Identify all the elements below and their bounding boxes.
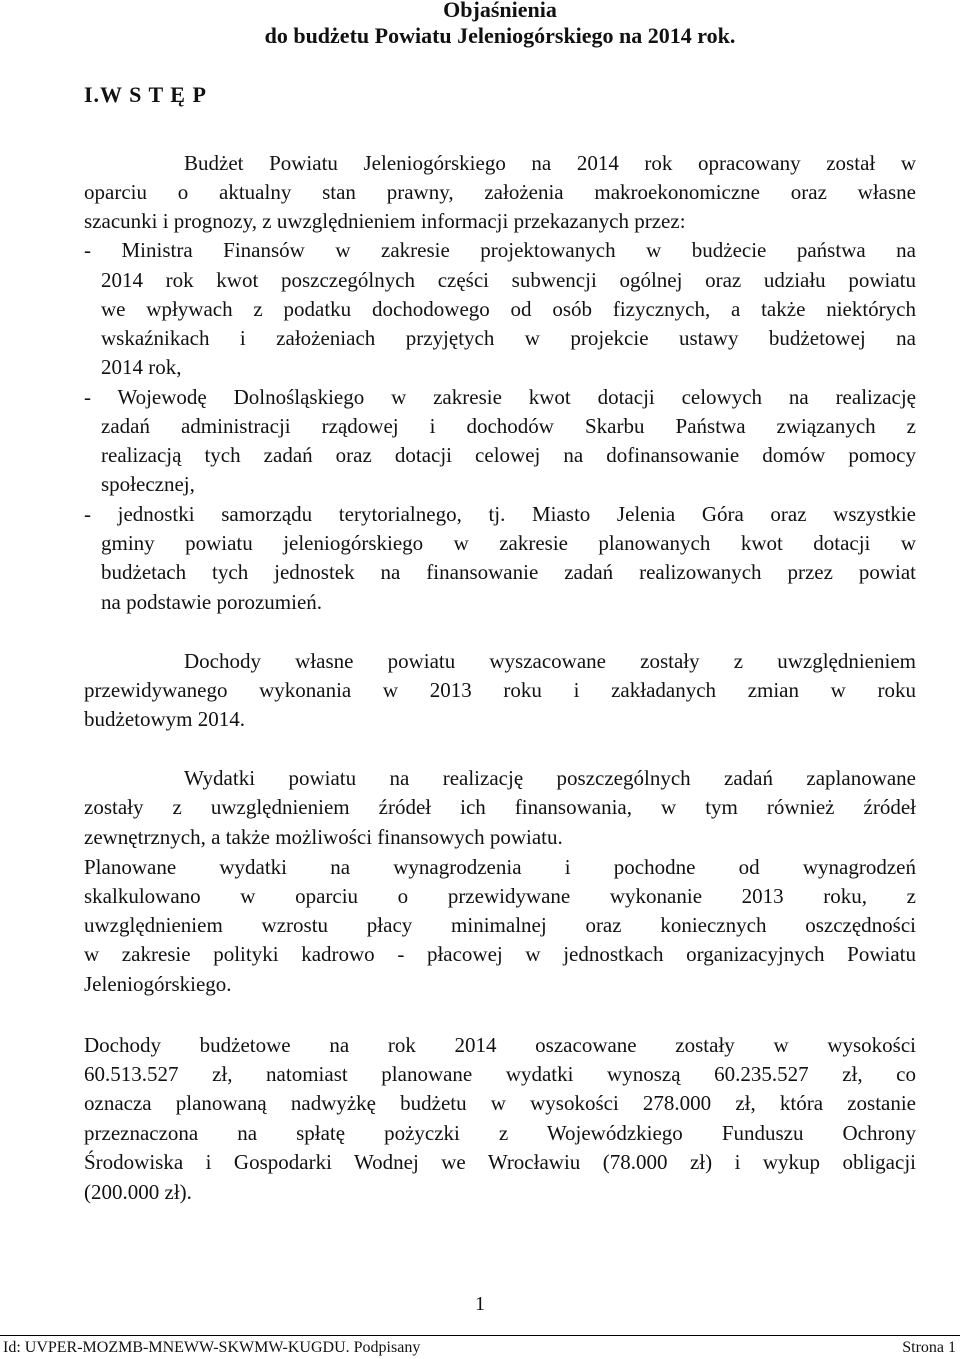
- text-line: szacunki i prognozy, z uwzględnieniem informacji przekazanych przez:: [84, 209, 686, 233]
- page-number: 1: [475, 1293, 485, 1315]
- text-line: realizacją tych zadań oraz dotacji celowej na dofinansowanie domów pomocy: [101, 443, 916, 467]
- text-line: - Wojewodę Dolnośląskiego w zakresie kwot dotacji celowych na realizację: [84, 385, 916, 409]
- text-line: Wydatki powiatu na realizację poszczególnych zadań zaplanowane: [184, 766, 916, 790]
- text-line: zostały z uwzględnieniem źródeł ich finansowania, w tym również źródeł: [84, 795, 916, 819]
- document-title: Objaśnienia: [443, 0, 557, 22]
- text-line: skalkulowano w oparciu o przewidywane wykonanie 2013 roku, z: [84, 884, 916, 908]
- text-line: Dochody budżetowe na rok 2014 oszacowane zostały w wysokości: [84, 1033, 916, 1057]
- text-line: 2014 rok kwot poszczególnych części subwencji ogólnej oraz udziału powiatu: [101, 268, 916, 292]
- text-line: Jeleniogórskiego.: [84, 972, 232, 996]
- text-line: uwzględnieniem wzrostu płacy minimalnej oraz koniecznych oszczędności: [84, 913, 916, 937]
- text-line: społecznej,: [101, 472, 195, 496]
- text-line: Planowane wydatki na wynagrodzenia i pochodne od wynagrodzeń: [84, 855, 916, 879]
- text-line: na podstawie porozumień.: [101, 590, 323, 614]
- text-line: - Ministra Finansów w zakresie projektowanych w budżecie państwa na: [84, 238, 916, 262]
- footer-divider: [0, 1335, 960, 1336]
- text-line: przeznaczona na spłatę pożyczki z Wojewódzkiego Funduszu Ochrony: [84, 1121, 916, 1145]
- text-line: - jednostki samorządu terytorialnego, tj. Miasto Jelenia Góra oraz wszystkie: [84, 502, 916, 526]
- text-line: 60.513.527 zł, natomiast planowane wydatki wynoszą 60.235.527 zł, co: [84, 1062, 916, 1086]
- text-line: Dochody własne powiatu wyszacowane zostały z uwzględnieniem: [184, 649, 916, 673]
- text-line: oznacza planowaną nadwyżkę budżetu w wysokości 278.000 zł, która zostanie: [84, 1091, 916, 1115]
- text-line: zadań administracji rządowej i dochodów Skarbu Państwa związanych z: [101, 414, 916, 438]
- text-line: Środowiska i Gospodarki Wodnej we Wrocławiu (78.000 zł) i wykup obligacji: [84, 1150, 916, 1174]
- text-line: przewidywanego wykonania w 2013 roku i zakładanych zmian w roku: [84, 678, 916, 702]
- document-subtitle: do budżetu Powiatu Jeleniogórskiego na 2014 rok.: [264, 23, 736, 48]
- footer-page-label: Strona 1: [902, 1339, 956, 1356]
- text-line: oparciu o aktualny stan prawny, założenia makroekonomiczne oraz własne: [84, 180, 916, 204]
- text-line: budżetowym 2014.: [84, 707, 245, 731]
- text-line: we wpływach z podatku dochodowego od osób fizycznych, a także niektórych: [101, 297, 916, 321]
- text-line: gminy powiatu jeleniogórskiego w zakresie planowanych kwot dotacji w: [101, 531, 916, 555]
- text-line: 2014 rok,: [101, 355, 182, 379]
- footer-document-id: Id: UVPER-MOZMB-MNEWW-SKWMW-KUGDU. Podpisany: [3, 1339, 421, 1356]
- text-line: (200.000 zł).: [84, 1180, 192, 1204]
- text-line: wskaźnikach i założeniach przyjętych w projekcie ustawy budżetowej na: [101, 326, 916, 350]
- text-line: Budżet Powiatu Jeleniogórskiego na 2014 rok opracowany został w: [184, 151, 916, 175]
- text-line: zewnętrznych, a także możliwości finansowych powiatu.: [84, 825, 563, 849]
- text-line: w zakresie polityki kadrowo - płacowej w jednostkach organizacyjnych Powiatu: [84, 942, 916, 966]
- section-heading: I.W S T Ę P: [84, 82, 207, 107]
- text-line: budżetach tych jednostek na finansowanie zadań realizowanych przez powiat: [101, 560, 916, 584]
